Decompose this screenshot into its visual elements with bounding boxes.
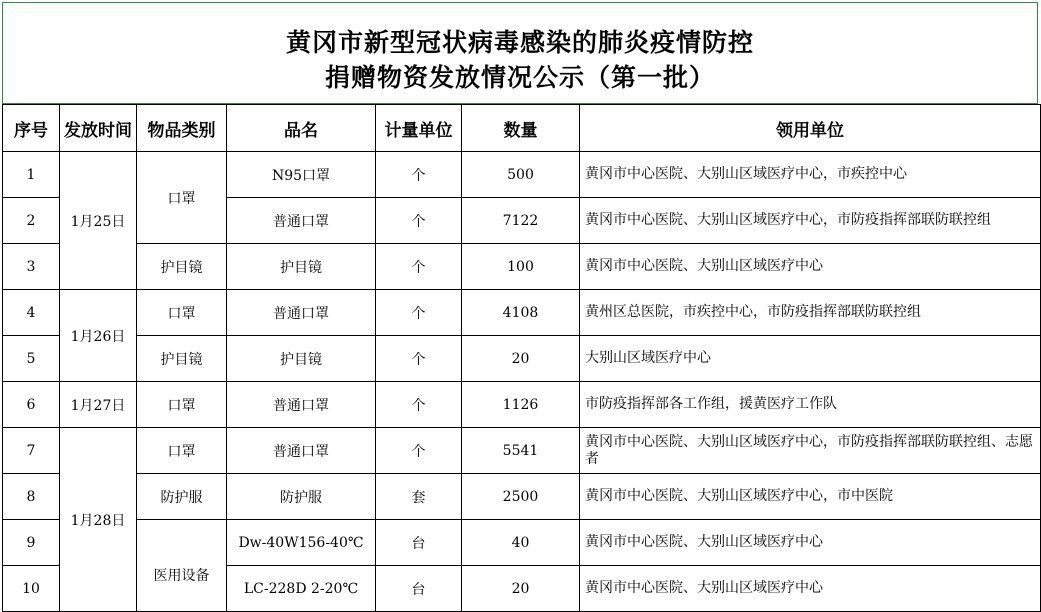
- cell-recipient[interactable]: 黄州区总医院，市疾控中心，市防疫指挥部联防联控组: [580, 290, 1041, 336]
- table-row: [3, 520, 1041, 566]
- cell-recipient[interactable]: 黄冈市中心医院、大别山区域医疗中心: [580, 566, 1041, 612]
- cell-qty[interactable]: 5541: [462, 428, 580, 474]
- cell-qty[interactable]: 4108: [462, 290, 580, 336]
- cell-recipient[interactable]: 黄冈市中心医院、大别山区域医疗中心，市防疫指挥部联防联控组: [580, 198, 1041, 244]
- cell-recipient[interactable]: 黄冈市中心医院、大别山区域医疗中心，市中医院: [580, 474, 1041, 520]
- cell-item[interactable]: N95口罩: [227, 152, 376, 198]
- cell-qty[interactable]: 20: [462, 566, 580, 612]
- cell-qty[interactable]: 40: [462, 520, 580, 566]
- cell-qty[interactable]: 20: [462, 336, 580, 382]
- title-cell[interactable]: [2, 2, 1038, 104]
- header-category[interactable]: 物品类别: [137, 105, 227, 152]
- cell-category[interactable]: 口罩: [137, 152, 227, 244]
- cell-recipient[interactable]: 黄冈市中心医院、大别山区域医疗中心，市防疫指挥部联防联控组、志愿者: [580, 428, 1041, 474]
- cell-item[interactable]: 防护服: [227, 474, 376, 520]
- table-row: [3, 382, 1041, 428]
- cell-qty[interactable]: 1126: [462, 382, 580, 428]
- header-item[interactable]: 品名: [227, 105, 376, 152]
- header-seq[interactable]: 序号: [3, 105, 60, 152]
- cell-item[interactable]: 护目镜: [227, 244, 376, 290]
- cell-unit[interactable]: 个: [376, 152, 462, 198]
- cell-seq[interactable]: 4: [3, 290, 60, 336]
- cell-unit[interactable]: 个: [376, 290, 462, 336]
- cell-seq[interactable]: 3: [3, 244, 60, 290]
- cell-item[interactable]: Dw-40W156-40℃: [227, 520, 376, 566]
- table-row: [3, 336, 1041, 382]
- cell-recipient[interactable]: 大别山区域医疗中心: [580, 336, 1041, 382]
- header-qty[interactable]: 数量: [462, 105, 580, 152]
- cell-category[interactable]: 口罩: [137, 290, 227, 336]
- cell-unit[interactable]: 个: [376, 198, 462, 244]
- cell-category[interactable]: 防护服: [137, 474, 227, 520]
- cell-qty[interactable]: 2500: [462, 474, 580, 520]
- cell-item[interactable]: LC-228D 2-20℃: [227, 566, 376, 612]
- cell-item[interactable]: 护目镜: [227, 336, 376, 382]
- cell-seq[interactable]: 6: [3, 382, 60, 428]
- cell-recipient[interactable]: 黄冈市中心医院、大别山区域医疗中心，市疾控中心: [580, 152, 1041, 198]
- cell-qty[interactable]: 500: [462, 152, 580, 198]
- cell-unit[interactable]: 台: [376, 566, 462, 612]
- cell-date[interactable]: 1月25日: [60, 152, 137, 290]
- cell-unit[interactable]: 个: [376, 336, 462, 382]
- cell-unit[interactable]: 台: [376, 520, 462, 566]
- cell-date[interactable]: 1月28日: [60, 428, 137, 612]
- cell-category[interactable]: 口罩: [137, 428, 227, 474]
- cell-unit[interactable]: 个: [376, 428, 462, 474]
- cell-category[interactable]: 护目镜: [137, 336, 227, 382]
- table-row: [3, 474, 1041, 520]
- cell-unit[interactable]: 套: [376, 474, 462, 520]
- title-line-2: 捐赠物资发放情况公示（第一批）: [324, 63, 715, 92]
- header-date[interactable]: 发放时间: [60, 105, 137, 152]
- cell-seq[interactable]: 8: [3, 474, 60, 520]
- header-recipient[interactable]: 领用单位: [580, 105, 1041, 152]
- cell-seq[interactable]: 2: [3, 198, 60, 244]
- distribution-table: [2, 104, 1041, 612]
- table-row: [3, 244, 1041, 290]
- cell-category[interactable]: 医用设备: [137, 520, 227, 612]
- header-row: [3, 105, 1041, 152]
- cell-unit[interactable]: 个: [376, 244, 462, 290]
- cell-category[interactable]: 护目镜: [137, 244, 227, 290]
- cell-qty[interactable]: 7122: [462, 198, 580, 244]
- cell-recipient[interactable]: 黄冈市中心医院、大别山区域医疗中心: [580, 244, 1041, 290]
- cell-date[interactable]: 1月27日: [60, 382, 137, 428]
- cell-recipient[interactable]: 市防疫指挥部各工作组，援黄医疗工作队: [580, 382, 1041, 428]
- table-row: [3, 428, 1041, 474]
- title-line-1: 黄冈市新型冠状病毒感染的肺炎疫情防控: [285, 28, 754, 57]
- cell-seq[interactable]: 1: [3, 152, 60, 198]
- cell-item[interactable]: 普通口罩: [227, 198, 376, 244]
- cell-category[interactable]: 口罩: [137, 382, 227, 428]
- table-row: [3, 152, 1041, 198]
- header-unit[interactable]: 计量单位: [376, 105, 462, 152]
- cell-date[interactable]: 1月26日: [60, 290, 137, 382]
- cell-qty[interactable]: 100: [462, 244, 580, 290]
- cell-item[interactable]: 普通口罩: [227, 290, 376, 336]
- cell-seq[interactable]: 5: [3, 336, 60, 382]
- cell-unit[interactable]: 个: [376, 382, 462, 428]
- cell-seq[interactable]: 10: [3, 566, 60, 612]
- cell-recipient[interactable]: 黄冈市中心医院、大别山区域医疗中心: [580, 520, 1041, 566]
- cell-item[interactable]: 普通口罩: [227, 382, 376, 428]
- cell-seq[interactable]: 7: [3, 428, 60, 474]
- cell-seq[interactable]: 9: [3, 520, 60, 566]
- cell-item[interactable]: 普通口罩: [227, 428, 376, 474]
- table-row: [3, 290, 1041, 336]
